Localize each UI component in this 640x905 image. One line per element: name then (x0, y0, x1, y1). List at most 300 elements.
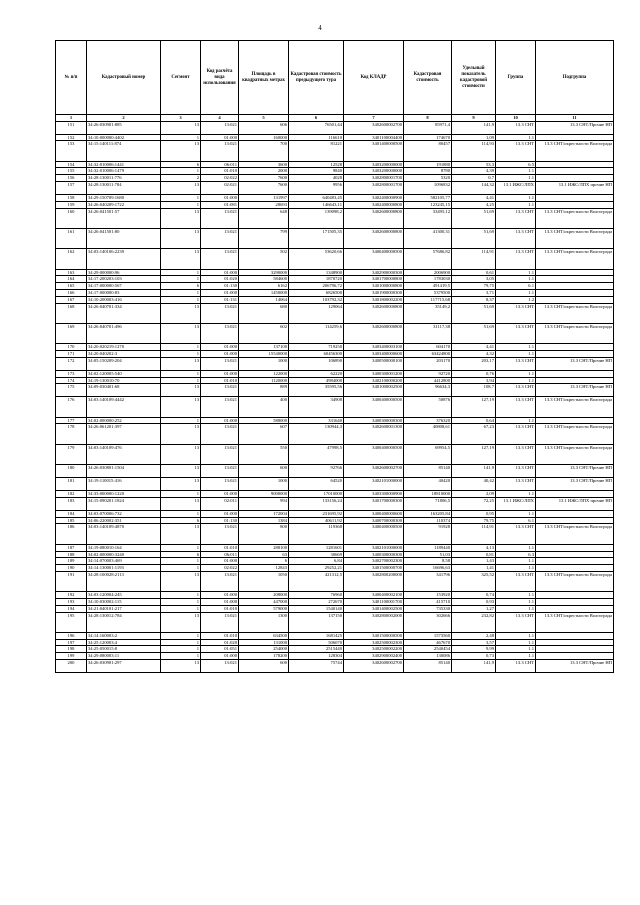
cell-kladr: 3402500002200 (344, 646, 404, 653)
cell-spec: 0,81 (452, 551, 496, 558)
cell-area: 254000 (239, 646, 289, 653)
cell-prev: 60456300 (289, 350, 344, 357)
cell-sub (536, 168, 614, 175)
table-row (56, 249, 614, 269)
cell-spec: 51,69 (452, 208, 496, 228)
cell-n: 159 (56, 201, 87, 208)
cell-kladr: 3400300000300 (344, 551, 404, 558)
cell-spec: 0,61 (452, 269, 496, 276)
cell-seg: 6 (161, 161, 201, 168)
cell-cost: 163205,84 (404, 510, 452, 517)
cell-sub (536, 565, 614, 572)
cell-cost: 8,58 (404, 558, 452, 565)
cell-sub: 13.3 СНТ/Прочие НП (536, 478, 614, 491)
cell-area: 178200 (239, 653, 289, 660)
cell-prev: 4984000 (289, 377, 344, 384)
cell-cad: 34:14:130001:1193 (87, 565, 161, 572)
cell-grp: 1.1 (496, 491, 536, 498)
table-row (56, 565, 614, 572)
table-row (56, 269, 614, 276)
cell-area: 14064 (239, 296, 289, 303)
cell-area: 588000 (239, 417, 289, 424)
cell-code: 02:022 (201, 175, 239, 182)
cell-kladr: 3401700000800 (344, 276, 404, 283)
cell-code: 01:000 (201, 195, 239, 202)
cell-seg: 13 (161, 524, 201, 544)
cell-kladr: 3400400000500 (344, 397, 404, 417)
cell-n: 186 (56, 524, 87, 544)
cell-seg: 13 (161, 323, 201, 343)
cell-kladr: 3403200000000 (344, 161, 404, 168)
cell-sub: 13.3 СНТ/окрестности Волгограда (536, 397, 614, 417)
cell-kladr: 3402600000800 (344, 303, 404, 323)
cell-seg: 1 (161, 377, 201, 384)
cell-area: 208000 (239, 592, 289, 599)
cell-area: 1450000 (239, 289, 289, 296)
cell-area: 172004 (239, 510, 289, 517)
cell-code: 01:081 (201, 201, 239, 208)
cell-n: 187 (56, 544, 87, 551)
cell-n: 164 (56, 276, 87, 283)
cell-area: 6 (239, 558, 289, 565)
table-row (56, 478, 614, 491)
cell-seg: 1 (161, 417, 201, 424)
cell-area: 400 (239, 397, 289, 417)
cell-kladr: 3402800001700 (344, 182, 404, 195)
cell-spec: 114,91 (452, 249, 496, 269)
cell-cost: 1189440 (404, 544, 452, 551)
cell-kladr: 3400400002100 (344, 592, 404, 599)
cell-sub: 13.3 СНТ/Прочие НП (536, 357, 614, 370)
cell-cost: 1096832 (404, 182, 452, 195)
cell-cost: 2006900 (404, 269, 452, 276)
cell-cost: 110374 (404, 517, 452, 524)
cell-n: 177 (56, 417, 87, 424)
cell-code: 01:000 (201, 370, 239, 377)
cell-area: 502 (239, 249, 289, 269)
table-row (56, 646, 614, 653)
cell-cost: 8780 (404, 168, 452, 175)
cell-code: 13:021 (201, 249, 239, 269)
cell-cad: 34:03:070006:732 (87, 510, 161, 517)
cell-code: 13:021 (201, 571, 239, 591)
cell-sub: 13.3 СНТ/окрестности Волгограда (536, 228, 614, 248)
cell-kladr: 3401500000500 (344, 632, 404, 639)
column-number: 6 (289, 115, 344, 122)
cell-code: 01:000 (201, 134, 239, 141)
cell-code: 13:021 (201, 303, 239, 323)
cell-spec: 3,71 (452, 289, 496, 296)
cell-spec: 2,09 (452, 491, 496, 498)
cell-kladr: 3403400003100 (344, 344, 404, 351)
cell-sub (536, 653, 614, 660)
cell-n: 199 (56, 653, 87, 660)
cell-sub: 13.1 ИЖС/ЛПХ прочие НП (536, 182, 614, 195)
cell-n: 185 (56, 517, 87, 524)
cell-cad: 34:26:041501:57 (87, 208, 161, 228)
cell-spec: 51,69 (452, 228, 496, 248)
cell-seg: 2 (161, 175, 201, 182)
cell-sub (536, 175, 614, 182)
table-row (56, 377, 614, 384)
cell-code: 01:000 (201, 598, 239, 605)
table-row (56, 598, 614, 605)
cell-kladr: 3400300000300 (344, 417, 404, 424)
cell-cost: 63424800 (404, 350, 452, 357)
table-row (56, 551, 614, 558)
cell-code: 01:131 (201, 296, 239, 303)
cell-spec: 1,27 (452, 605, 496, 612)
cell-n: 170 (56, 344, 87, 351)
table-row (56, 632, 614, 639)
cell-cad: 34:19:130010:70 (87, 377, 161, 384)
cell-cost: 376320 (404, 417, 452, 424)
cell-cost: 415710 (404, 598, 452, 605)
table-row (56, 653, 614, 660)
cell-grp: 13.3 СНТ (496, 228, 536, 248)
cell-code: 13:021 (201, 612, 239, 632)
cell-n: 169 (56, 323, 87, 343)
cell-prev: 119368 (289, 524, 344, 544)
cell-grp: 1.2 (496, 296, 536, 303)
cell-seg: 1 (161, 134, 201, 141)
table-row (56, 228, 614, 248)
cell-grp: 1.1 (496, 653, 536, 660)
table-row (56, 639, 614, 646)
cell-sub (536, 551, 614, 558)
cell-grp: 1.1 (496, 639, 536, 646)
cell-sub: 13.3 СНТ/окрестности Волгограда (536, 208, 614, 228)
cell-sub (536, 592, 614, 599)
cell-prev: 231695,92 (289, 510, 344, 517)
cell-spec: 141,9 (452, 465, 496, 478)
cell-cad: 34:14:160003:2 (87, 632, 161, 639)
cell-sub (536, 283, 614, 290)
cell-seg: 13 (161, 121, 201, 134)
cell-prev: 171505,35 (289, 228, 344, 248)
cell-n: 173 (56, 370, 87, 377)
column-header-code: Код расчёта вида использования (201, 41, 239, 115)
cell-code: 01:000 (201, 653, 239, 660)
cell-cad: 34:06:220002:351 (87, 517, 161, 524)
cadastral-value-table (55, 40, 614, 673)
cell-kladr: 3402900000300 (344, 269, 404, 276)
cell-area: 7600 (239, 182, 289, 195)
cell-prev: 116610 (289, 134, 344, 141)
cell-seg: 13 (161, 424, 201, 444)
cell-sub: 13.3 СНТ/окрестности Волгограда (536, 424, 614, 444)
cell-cad: 34:10:200003:416 (87, 296, 161, 303)
cell-grp: 13.3 СНТ (496, 571, 536, 591)
cell-seg: 13 (161, 141, 201, 161)
cell-cad: 34:25:050015:8 (87, 646, 161, 653)
cell-n: 198 (56, 646, 87, 653)
cell-cad: 34:29:000000:96 (87, 269, 161, 276)
cell-prev: 114259,6 (289, 323, 344, 343)
cell-cad: 34:26:030901:297 (87, 660, 161, 673)
cell-sub (536, 161, 614, 168)
cell-spec: 8,37 (452, 296, 496, 303)
cell-grp: 6.5 (496, 161, 536, 168)
cell-grp: 1.1 (496, 417, 536, 424)
cell-n: 160 (56, 208, 87, 228)
cell-code: 13:021 (201, 121, 239, 134)
cell-spec: 141,9 (452, 660, 496, 673)
cell-cad: 34:03:140109:4870 (87, 524, 161, 544)
cell-prev: 75744 (289, 660, 344, 673)
cell-code: 01:130 (201, 517, 239, 524)
cell-grp: 13.3 СНТ (496, 208, 536, 228)
cell-area: 6162 (239, 283, 289, 290)
table-row (56, 350, 614, 357)
cell-seg: 1 (161, 558, 201, 565)
cell-grp: 1.1 (496, 377, 536, 384)
cell-area: 137100 (239, 344, 289, 351)
cell-prev: 206796,72 (289, 283, 344, 290)
cell-cad: 34:14:070003:469 (87, 558, 161, 565)
cell-seg: 13 (161, 249, 201, 269)
table-row (56, 134, 614, 141)
cell-code: 01:130 (201, 283, 239, 290)
cell-sub (536, 632, 614, 639)
cell-n: 178 (56, 424, 87, 444)
cell-area: 122000 (239, 370, 289, 377)
cell-prev: 35595,56 (289, 384, 344, 397)
cell-sub (536, 134, 614, 141)
column-number: 3 (161, 115, 201, 122)
column-header-prev: Кадастровая стоимость предыдущего тура (289, 41, 344, 115)
cell-kladr: 3401400002500 (344, 605, 404, 612)
cell-spec: 232,82 (452, 612, 496, 632)
cell-prev: 34908 (289, 397, 344, 417)
cell-cad: 34:26:030801:1504 (87, 465, 161, 478)
cell-prev: 139098,2 (289, 208, 344, 228)
cell-grp: 1.1 (496, 168, 536, 175)
cell-kladr: 3402400000800 (344, 201, 404, 208)
cell-kladr: 3401500000700 (344, 565, 404, 572)
cell-cad: 34:26:040209:1722 (87, 201, 161, 208)
cell-grp: 13.3 СНТ (496, 478, 536, 491)
cell-spec: 40,42 (452, 478, 496, 491)
cell-cad: 34:03:140109:476 (87, 444, 161, 464)
cell-cost: 31117,38 (404, 323, 452, 343)
cell-prev: 272670 (289, 598, 344, 605)
cell-seg: 13 (161, 612, 201, 632)
cell-cost: 18810000 (404, 491, 452, 498)
cell-seg: 13 (161, 444, 201, 464)
table-row (56, 357, 614, 370)
cell-n: 155 (56, 168, 87, 175)
cell-sub (536, 370, 614, 377)
cell-area: 602 (239, 323, 289, 343)
cell-cost: 85971,4 (404, 121, 452, 134)
cell-prev: 9840 (289, 168, 344, 175)
table-row (56, 175, 614, 182)
cell-prev: 30669 (289, 551, 344, 558)
column-header-kladr: Код КЛАДР (344, 41, 404, 115)
column-number: 10 (496, 115, 536, 122)
cell-kladr: 3403300000900 (344, 491, 404, 498)
cell-cad: 34:19:080010:164 (87, 544, 161, 551)
cell-code: 13:021 (201, 465, 239, 478)
cell-code: 13:021 (201, 444, 239, 464)
cell-prev: 6,84 (289, 558, 344, 565)
cell-grp: 1.1 (496, 269, 536, 276)
cell-seg: 1 (161, 370, 201, 377)
cell-cost: 16696,63 (404, 565, 452, 572)
cell-prev: 12528 (289, 161, 344, 168)
cell-area: 550 (239, 444, 289, 464)
column-header-cad: Кадастровый номер (87, 41, 161, 115)
cell-code: 01:000 (201, 269, 239, 276)
cell-code: 01:000 (201, 592, 239, 599)
cell-cost: 153920 (404, 592, 452, 599)
table-row (56, 283, 614, 290)
cell-prev: 2515440 (289, 646, 344, 653)
column-number: 2 (87, 115, 161, 122)
table-row (56, 296, 614, 303)
cell-sub (536, 417, 614, 424)
cell-n: 151 (56, 121, 87, 134)
cell-kladr: 3401900000300 (344, 289, 404, 296)
cell-spec: 4,25 (452, 201, 496, 208)
cell-area: 12843 (239, 565, 289, 572)
cell-n: 194 (56, 605, 87, 612)
cell-code: 13:021 (201, 208, 239, 228)
cell-sub (536, 269, 614, 276)
cell-n: 197 (56, 639, 87, 646)
cell-kladr: 3402900002400 (344, 653, 404, 660)
cell-grp: 1.1 (496, 632, 536, 639)
cell-seg: 13 (161, 497, 201, 510)
cell-cad: 34:25:120003:4 (87, 639, 161, 646)
cell-n: 200 (56, 660, 87, 673)
cell-area: 28693 (239, 201, 289, 208)
cell-sub: 13.3 СНТ/окрестности Волгограда (536, 141, 614, 161)
cell-prev: 506070 (289, 639, 344, 646)
cell-area: 584600 (239, 276, 289, 283)
cell-sub: 13.3 СНТ/Прочие НП (536, 465, 614, 478)
cell-spec: 4,39 (452, 168, 496, 175)
cell-spec: 141,9 (452, 121, 496, 134)
cell-grp: 13.3 СНТ (496, 660, 536, 673)
cell-kladr: 3402600002700 (344, 465, 404, 478)
cell-grp: 1.1 (496, 289, 536, 296)
cell-grp: 1.1 (496, 646, 536, 653)
cell-grp: 13.3 СНТ (496, 141, 536, 161)
cell-code: 01:000 (201, 289, 239, 296)
cell-seg: 13 (161, 182, 201, 195)
cell-kladr: 3402400000900 (344, 195, 404, 202)
cell-area: 634500 (239, 632, 289, 639)
table-row (56, 660, 614, 673)
cell-kladr: 3402600002700 (344, 660, 404, 673)
table-row (56, 465, 614, 478)
cell-n: 162 (56, 249, 87, 269)
cell-code: 01:000 (201, 350, 239, 357)
cell-grp: 13.3 СНТ (496, 323, 536, 343)
cell-kladr: 3402800200000 (344, 571, 404, 591)
cell-sub (536, 544, 614, 551)
cell-kladr: 3401000000800 (344, 283, 404, 290)
cell-spec: 3,57 (452, 639, 496, 646)
cell-cost: 57686,82 (404, 249, 452, 269)
cell-n: 163 (56, 269, 87, 276)
cell-area: 3290000 (239, 269, 289, 276)
cell-cost: 92720 (404, 370, 452, 377)
cell-n: 181 (56, 478, 87, 491)
cell-kladr: 3400400000500 (344, 249, 404, 269)
cell-n: 188 (56, 551, 87, 558)
cell-kladr: 3403400000600 (344, 350, 404, 357)
cell-prev: 76501,44 (289, 121, 344, 134)
cell-prev: 76960 (289, 592, 344, 599)
table-row (56, 510, 614, 517)
cell-cost: 191880 (404, 161, 452, 168)
cell-prev: 29252,21 (289, 565, 344, 572)
cell-cost: 117715,68 (404, 296, 452, 303)
cell-prev: 92766 (289, 465, 344, 478)
cell-cost: 2540454 (404, 646, 452, 653)
cell-cost: 41300,31 (404, 228, 452, 248)
cell-sub (536, 201, 614, 208)
cell-cad: 34:10:000000:4402 (87, 134, 161, 141)
cell-cad: 34:32:010006:1479 (87, 168, 161, 175)
cell-seg: 1 (161, 592, 201, 599)
cell-n: 156 (56, 175, 87, 182)
cell-cost: 302666 (404, 612, 452, 632)
cell-seg: 6 (161, 551, 201, 558)
cell-code: 13:021 (201, 384, 239, 397)
cell-code: 02:021 (201, 182, 239, 195)
cell-prev: 17010000 (289, 491, 344, 498)
cell-grp: 13.1 ИЖС/ЛПХ (496, 182, 536, 195)
cell-grp: 1.1 (496, 350, 536, 357)
cell-kladr: 3402800002000 (344, 612, 404, 632)
table-header-row (56, 41, 614, 115)
column-number: 11 (536, 115, 614, 122)
cell-sub (536, 491, 614, 498)
cell-cost: 735330 (404, 605, 452, 612)
cell-cost: 80457 (404, 141, 452, 161)
cell-sub: 13.3 СНТ/окрестности Волгограда (536, 323, 614, 343)
table-row (56, 195, 614, 202)
cell-cad: 34:02:000000:252 (87, 417, 161, 424)
cell-n: 153 (56, 141, 87, 161)
cell-prev: 6826500 (289, 289, 344, 296)
cell-seg: 1 (161, 168, 201, 175)
cell-cad: 34:17:200203:103 (87, 276, 161, 283)
cell-cost: 123245,15 (404, 201, 452, 208)
cell-area: 799 (239, 228, 289, 248)
cell-spec: 51,69 (452, 323, 496, 343)
cell-grp: 1.1 (496, 605, 536, 612)
cell-prev: 331640 (289, 417, 344, 424)
cell-cad: 34:10:030002:115 (87, 598, 161, 605)
table-row (56, 323, 614, 343)
cell-cost: 4412800 (404, 377, 452, 384)
cell-code: 13:021 (201, 323, 239, 343)
cell-sub: 13.1 ИЖС/ЛПХ прочие НП (536, 497, 614, 510)
cell-prev: 81221 (289, 141, 344, 161)
cell-code: 01:010 (201, 377, 239, 384)
cell-sub (536, 510, 614, 517)
cell-cad: 34:26:030901:885 (87, 121, 161, 134)
cell-kladr: 3402101000000 (344, 544, 404, 551)
cell-cad: 34:28:130012:784 (87, 612, 161, 632)
cell-cad: 34:17:000000:567 (87, 283, 161, 290)
cell-grp: 1.1 (496, 344, 536, 351)
